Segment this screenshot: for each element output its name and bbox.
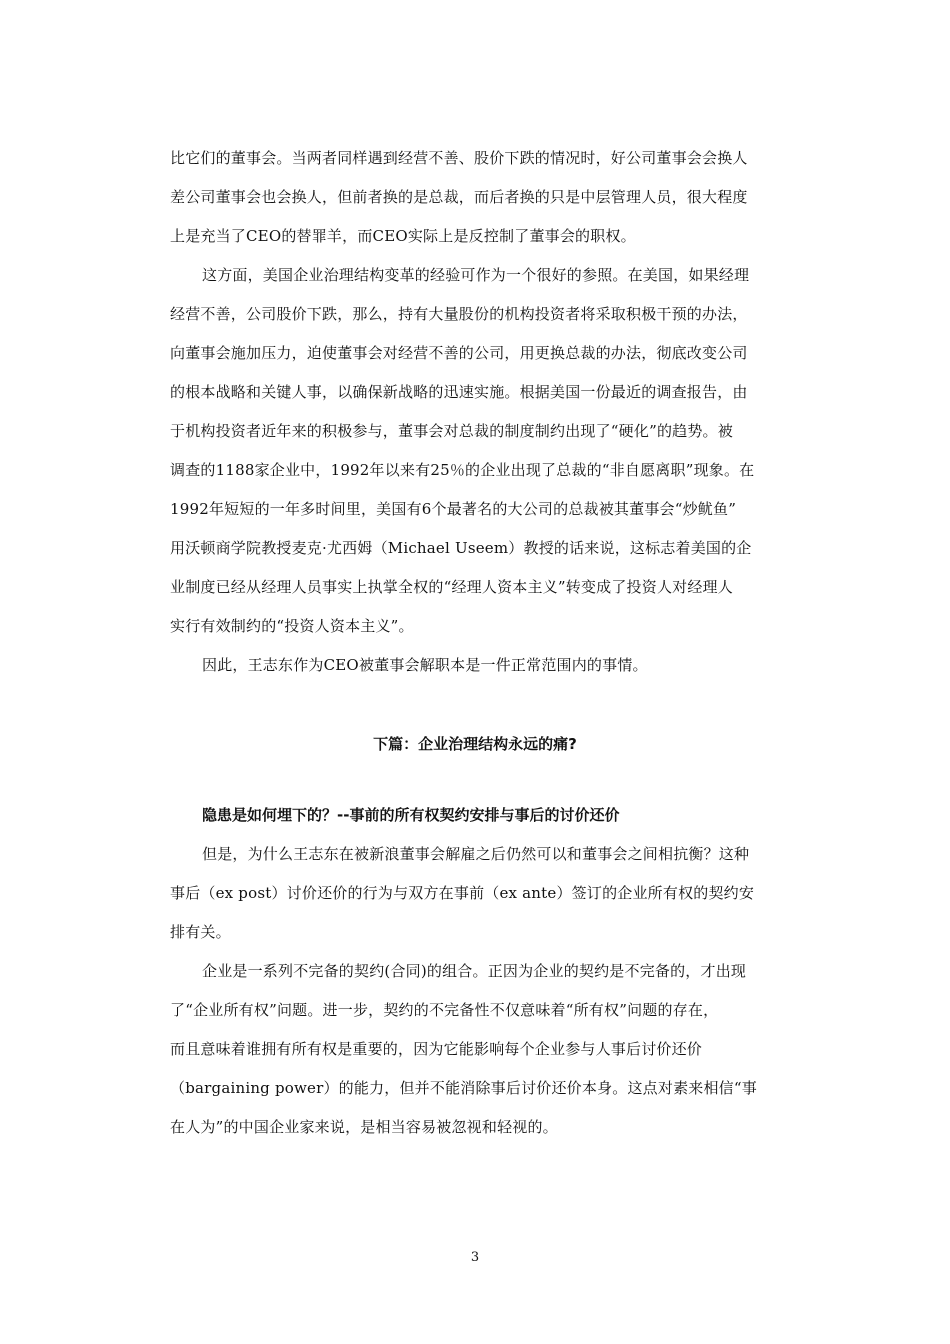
body-line: 用沃顿商学院教授麦克·尤西姆（Michael Useem）教授的话来说，这标志着美国的企 xyxy=(170,539,752,557)
body-line: 的根本战略和关键人事，以确保新战略的迅速实施。根据美国一份最近的调查报告，由 xyxy=(170,383,748,401)
body-line: 了“企业所有权”问题。进一步，契约的不完备性不仅意味着“所有权”问题的存在， xyxy=(170,1001,719,1019)
body-line: 向董事会施加压力，迫使董事会对经营不善的公司，用更换总裁的办法，彻底改变公司 xyxy=(170,344,748,362)
body-line: 实行有效制约的“投资人资本主义”。 xyxy=(170,617,414,635)
body-line: 事后（ex post）讨价还价的行为与双方在事前（ex ante）签订的企业所有权的契约安 xyxy=(170,884,755,902)
body-line: 比它们的董事会。当两者同样遇到经营不善、股价下跌的情况时，好公司董事会会换人 xyxy=(170,149,748,167)
body-line: 差公司董事会也会换人，但前者换的是总裁，而后者换的只是中层管理人员，很大程度 xyxy=(170,188,748,206)
section-title: 下篇：企业治理结构永远的痛? xyxy=(373,735,577,753)
body-line: 经营不善，公司股价下跌，那么，持有大量股份的机构投资者将采取积极干预的办法， xyxy=(170,305,748,323)
subsection-title: 隐患是如何埋下的？--事前的所有权契约安排与事后的讨价还价 xyxy=(202,806,620,824)
body-line: 1992年短短的一年多时间里，美国有6个最著名的大公司的总裁被其董事会“炒鱿鱼” xyxy=(170,500,737,518)
body-line: 在人为”的中国企业家来说，是相当容易被忽视和轻视的。 xyxy=(170,1118,558,1136)
body-line: 上是充当了CEO的替罪羊，而CEO实际上是反控制了董事会的职权。 xyxy=(170,227,636,245)
body-line: 于机构投资者近年来的积极参与，董事会对总裁的制度制约出现了“硬化”的趋势。被 xyxy=(170,422,733,440)
body-line: 业制度已经从经理人员事实上执掌全权的“经理人资本主义”转变成了投资人对经理人 xyxy=(170,578,733,596)
paragraph-start-line: 但是，为什么王志东在被新浪董事会解雇之后仍然可以和董事会之间相抗衡？这种 xyxy=(202,845,750,863)
paragraph-start-line: 这方面，美国企业治理结构变革的经验可作为一个很好的参照。在美国，如果经理 xyxy=(202,266,750,284)
paragraph-start-line: 企业是一系列不完备的契约(合同)的组合。正因为企业的契约是不完备的，才出现 xyxy=(202,962,747,980)
body-line: 而且意味着谁拥有所有权是重要的，因为它能影响每个企业参与人事后讨价还价 xyxy=(170,1040,703,1058)
body-line: 调查的1188家企业中，1992年以来有25％的企业出现了总裁的“非自愿离职”现象。在 xyxy=(170,461,755,479)
body-line: 排有关。 xyxy=(170,923,231,941)
page-number: 3 xyxy=(470,1250,480,1265)
body-line: （bargaining power）的能力，但并不能消除事后讨价还价本身。这点对素来相信“事 xyxy=(170,1079,757,1097)
paragraph-start-line: 因此，王志东作为CEO被董事会解职本是一件正常范围内的事情。 xyxy=(202,656,648,674)
